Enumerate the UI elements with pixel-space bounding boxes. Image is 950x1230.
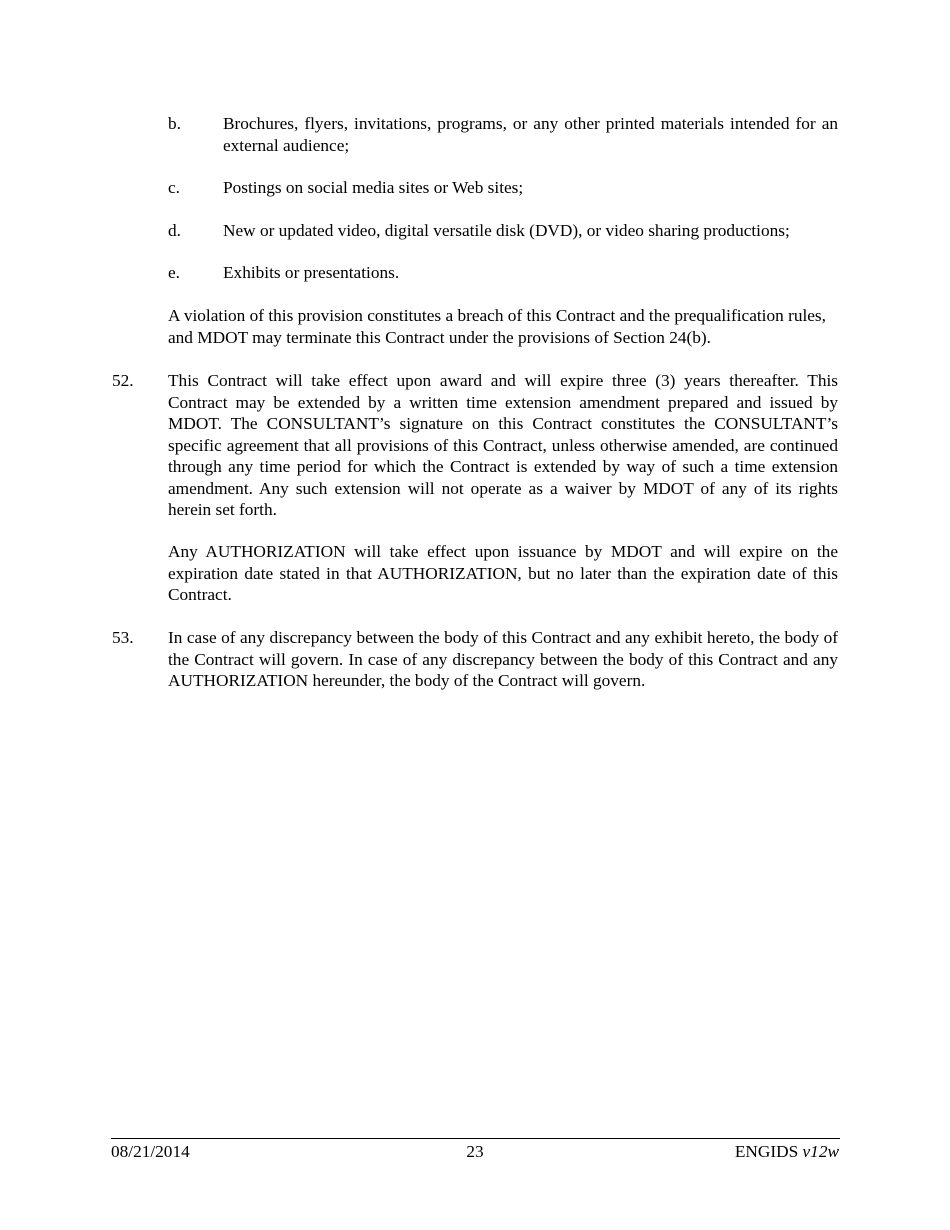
section-number-53: 53. <box>112 628 134 647</box>
footer-doc-name: ENGIDS <box>734 1142 799 1161</box>
list-item-text: New or updated video, digital versatile disk (DVD), or video sharing productions; <box>223 221 790 240</box>
footer-version: v12w <box>802 1142 839 1161</box>
violation-paragraph: A violation of this provision constitutes a breach of this Contract and the prequalification rules, and MDOT may terminate this Contract under the provisions of Section 24(b). <box>168 306 826 347</box>
section-53-text: In case of any discrepancy between the body of this Contract and any exhibit hereto, the body of the Contract will govern. In case of any discrepancy between the body of this Contract and any AUTHORIZATION hereunder, the body of the Contract will govern. <box>168 628 838 690</box>
list-item-text: Postings on social media sites or Web sites; <box>223 178 524 197</box>
authorization-paragraph: Any AUTHORIZATION will take effect upon issuance by MDOT and will expire on the expiration date stated in that AUTHORIZATION, but no later than the expiration date of this Contract. <box>168 542 838 604</box>
list-item-letter: c. <box>168 178 180 197</box>
footer-page-number: 23 <box>466 1142 484 1161</box>
list-item-letter: b. <box>168 114 181 133</box>
list-item-text: Exhibits or presentations. <box>223 263 400 282</box>
list-item-text: Brochures, flyers, invitations, programs, or any other printed materials intended for an external audience; <box>223 114 838 155</box>
footer-divider <box>111 1138 840 1139</box>
footer-date: 08/21/2014 <box>111 1142 190 1161</box>
section-52-text: This Contract will take effect upon award and will expire three (3) years thereafter. This Contract may be extended by a written time extension amendment prepared and issued by MDOT. The CONSULTANT’s signature on this Contract constitutes the CONSULTANT’s specific agreement that all provisions of this Contract, unless otherwise amended, are continued through any time period for which the Contract is extended by way of such a time extension amendment. Any such extension will not operate as a waiver by MDOT of any of its rights herein set forth. <box>168 371 838 519</box>
section-number-52: 52. <box>112 371 134 390</box>
list-item-letter: d. <box>168 221 181 240</box>
footer-doc-id <box>735 1141 839 1163</box>
list-item-letter: e. <box>168 263 180 282</box>
